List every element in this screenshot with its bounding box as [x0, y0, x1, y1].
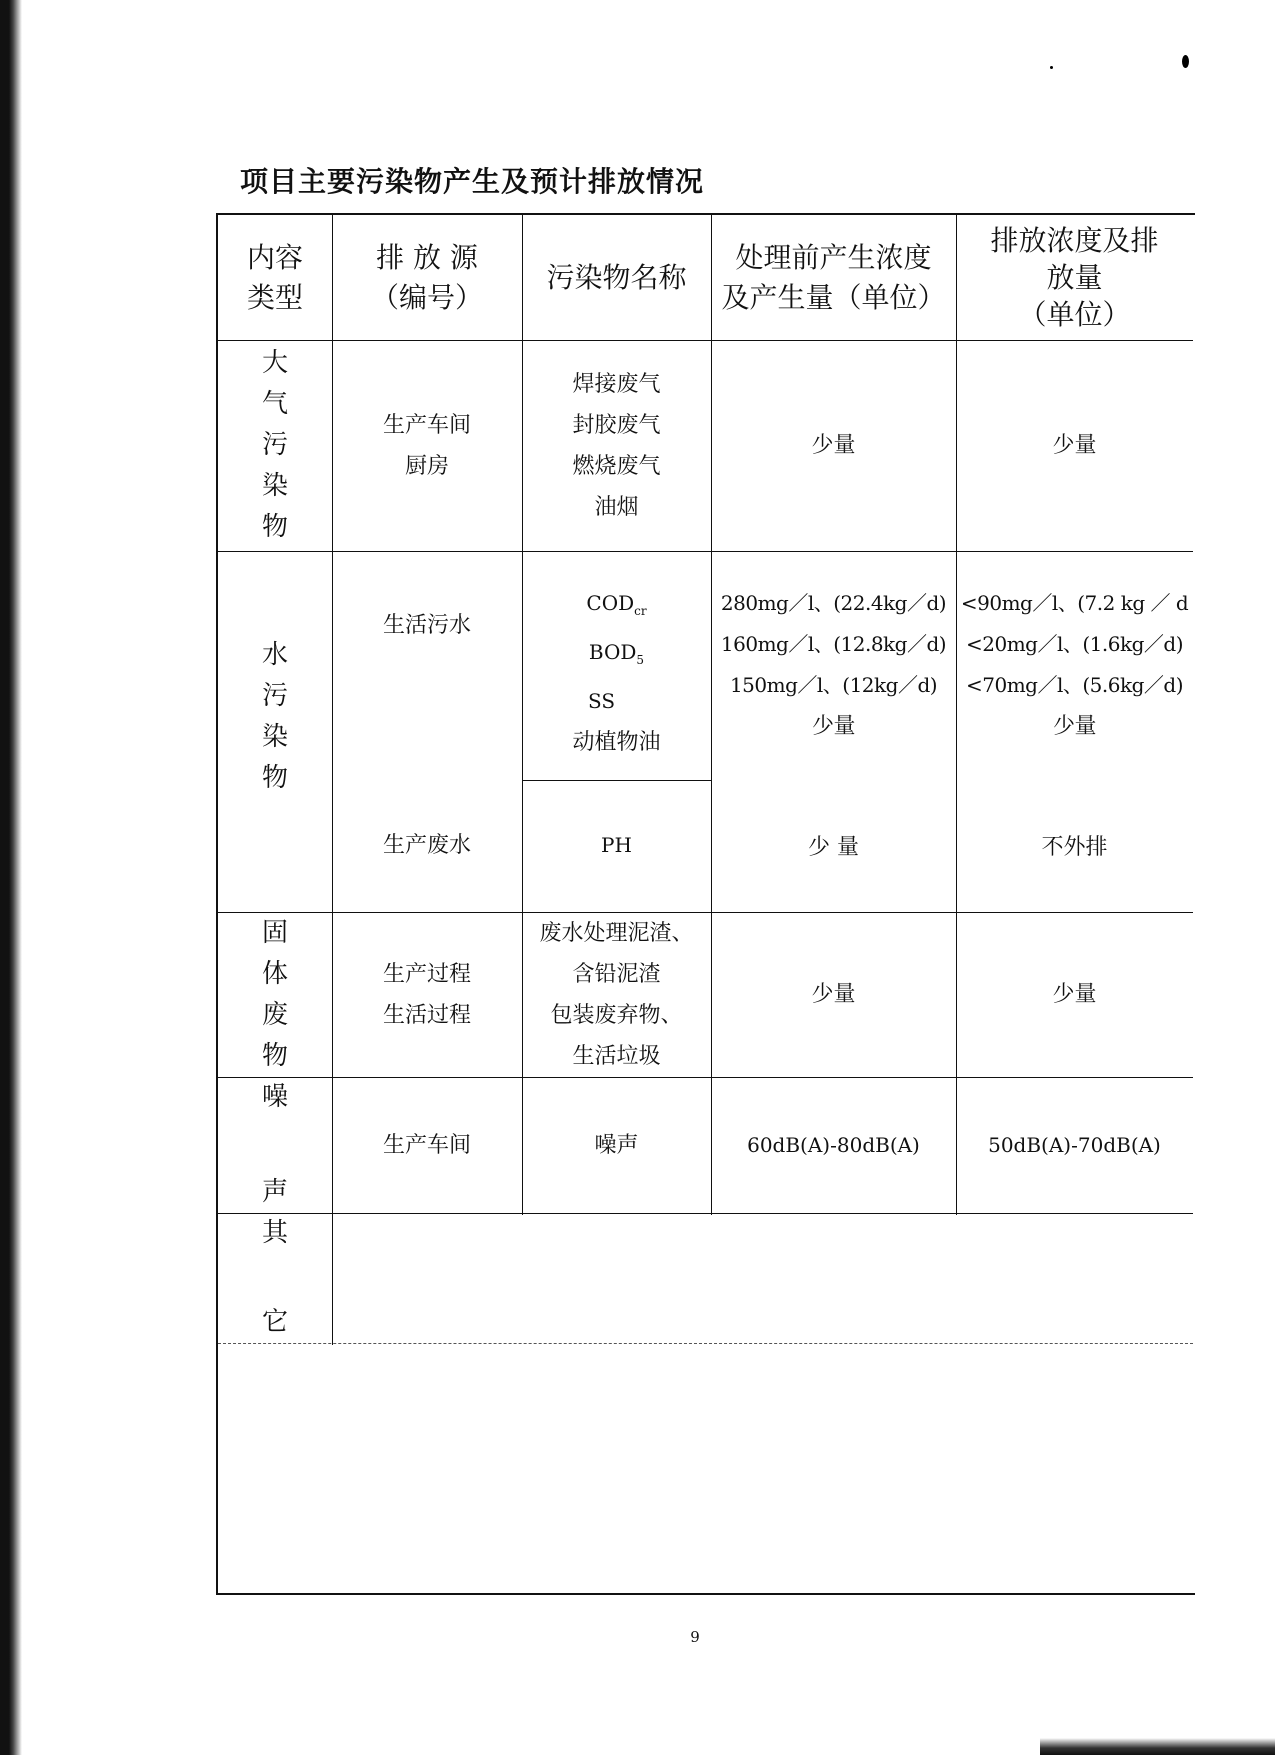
water-production-source: 生产废水 [382, 832, 471, 858]
type-char: 气 [261, 389, 288, 419]
page-title: 项目主要污染物产生及预计排放情况 [240, 165, 705, 198]
pollutant-line: 生活垃圾 [572, 1043, 661, 1069]
pollutant-line: 焊接废气 [572, 371, 661, 397]
pollutant-line: 废水处理泥渣、 [539, 920, 694, 946]
type-char: 物 [261, 762, 288, 793]
type-char: 体 [261, 958, 288, 989]
type-char: 大 [261, 348, 288, 378]
value-line: 280mg／l、(22.4kg／d) [720, 591, 947, 615]
noise-after: 50dB(A)-70dB(A) [988, 1132, 1161, 1157]
source-line: 生产车间 [382, 412, 471, 438]
pollutant-sub: 5 [636, 653, 645, 667]
solid-before: 少量 [811, 982, 856, 1007]
source-line: 生产过程 [382, 961, 471, 987]
header-pollutant-name [522, 215, 711, 340]
type-air [218, 340, 332, 551]
header-before-treatment [711, 215, 956, 340]
row-divider-dashed [218, 1343, 1193, 1344]
pollutant-code: BOD [588, 640, 637, 664]
type-char: 噪 [261, 1082, 288, 1112]
air-sources [332, 340, 522, 551]
pollutant-line: 燃烧废气 [572, 453, 661, 479]
noise-pollutant-name: 噪声 [594, 1132, 639, 1158]
water-production-name: PH [601, 832, 632, 857]
scan-bottom-edge [1040, 1738, 1275, 1755]
pollutant-line: 动植物油 [572, 730, 661, 755]
source-line: 生活过程 [382, 1002, 471, 1028]
type-char: 废 [261, 999, 288, 1030]
header-type-line: 内容 [246, 240, 303, 274]
noise-source: 生产车间 [382, 1132, 471, 1158]
pollutant-line: 含铅泥渣 [572, 961, 661, 987]
header-type-line: 类型 [246, 280, 303, 314]
header-before-line: 处理前产生浓度 [735, 240, 932, 274]
type-char: 声 [261, 1177, 288, 1207]
pollutant-line: 包装废弃物、 [550, 1002, 683, 1028]
source-line: 厨房 [404, 453, 449, 479]
type-char: 污 [261, 430, 288, 460]
value-line: <20mg／l、(1.6kg／d) [965, 632, 1183, 656]
pollutant-sub: cr [634, 604, 647, 618]
water-production-after: 不外排 [1041, 834, 1108, 860]
header-type [218, 215, 332, 340]
value-line: 160mg／l、(12.8kg／d) [720, 632, 947, 656]
value-line: 少量 [811, 714, 855, 739]
type-char: 物 [261, 512, 288, 542]
header-source-line: （编号） [370, 280, 483, 314]
other-content [332, 1213, 1193, 1343]
pollutant-line [589, 632, 644, 681]
pollutant-line: SS [587, 689, 616, 713]
page-number: 9 [690, 1628, 700, 1646]
solid-sources [332, 912, 522, 1077]
type-char: 染 [261, 471, 288, 501]
type-char: 染 [261, 721, 288, 752]
header-source [332, 215, 522, 340]
air-after: 少量 [1052, 433, 1097, 458]
water-domestic-source: 生活污水 [382, 612, 471, 638]
pollutant-line [586, 583, 646, 632]
header-source-line: 排 放 源 [376, 240, 478, 274]
header-before-line: 及产生量（单位） [721, 280, 946, 314]
water-production-before: 少 量 [808, 834, 859, 860]
pollutant-code: COD [586, 591, 635, 615]
scan-speck [1050, 66, 1053, 69]
pollutant-table [216, 213, 1195, 1595]
scan-left-edge [0, 0, 22, 1755]
notes-area [218, 1345, 1193, 1591]
header-name-line: 污染物名称 [546, 260, 687, 294]
value-line: <70mg／l、(5.6kg／d) [965, 673, 1183, 697]
water-domestic-names [522, 583, 711, 753]
row-divider [522, 780, 711, 781]
header-discharge [956, 215, 1193, 340]
type-char: 物 [261, 1040, 288, 1071]
header-after-line: 放量 [1046, 261, 1103, 294]
type-char: 它 [261, 1307, 288, 1337]
header-after-line: 排放浓度及排 [990, 224, 1159, 257]
pollutant-line: 油烟 [594, 494, 639, 520]
type-water [218, 551, 332, 912]
air-before: 少量 [811, 433, 856, 458]
type-solid [218, 912, 332, 1077]
solid-pollutant-names [522, 912, 711, 1077]
type-char: 水 [261, 639, 288, 670]
value-line: 少量 [1052, 714, 1096, 739]
water-domestic-after [956, 583, 1193, 753]
type-other [218, 1213, 332, 1343]
scan-speck [1182, 55, 1189, 68]
water-domestic-before [711, 583, 956, 753]
header-after-line: （单位） [1018, 298, 1131, 331]
value-line: <90mg／l、(7.2 kg ／ d [960, 591, 1189, 615]
value-line: 150mg／l、(12kg／d) [729, 673, 938, 697]
type-noise [218, 1077, 332, 1213]
air-pollutant-names [522, 340, 711, 551]
type-char: 固 [261, 917, 288, 948]
row-divider [218, 551, 1193, 552]
solid-after: 少量 [1052, 982, 1097, 1007]
type-char: 污 [261, 680, 288, 711]
type-char: 其 [261, 1218, 288, 1248]
noise-before: 60dB(A)-80dB(A) [747, 1132, 920, 1157]
pollutant-line: 封胶废气 [572, 412, 661, 438]
